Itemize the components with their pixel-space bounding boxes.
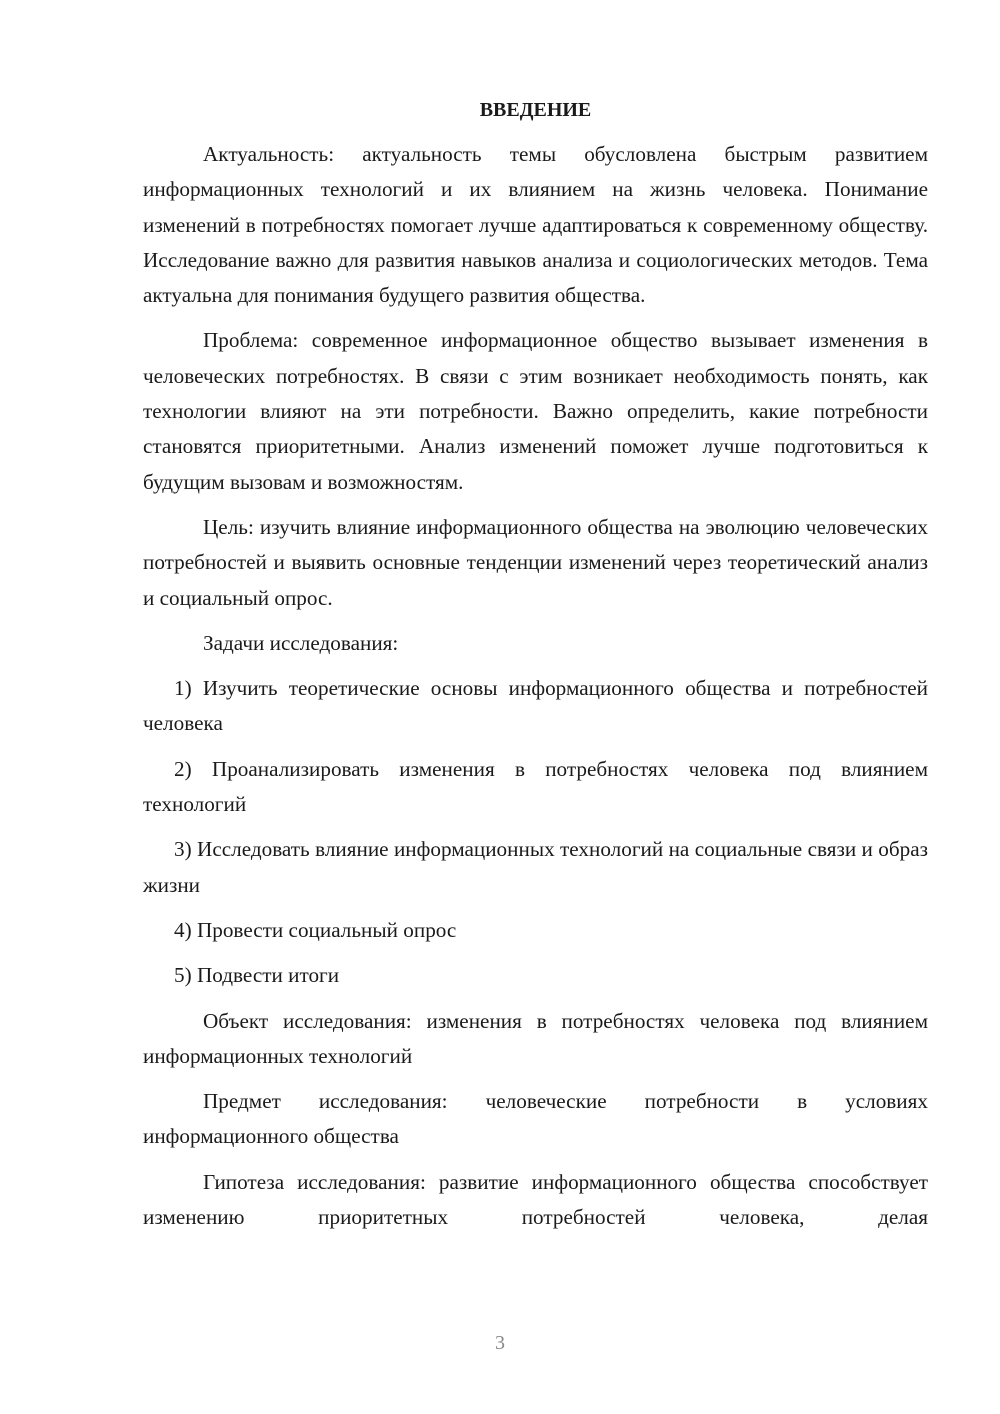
document-page (143, 93, 928, 1245)
tasks-heading: Задачи исследования: (203, 630, 399, 655)
task-item: 2) Проанализировать изменения в потребностях человека под влиянием технологий (143, 756, 928, 817)
problem-paragraph: Проблема: современное информационное общество вызывает изменения в человеческих потребностях. В связи с этим возникает необходимость понять, как технологии влияют на эти потребности. Важно определить, какие потребности становятся приоритетными. Анализ изменений поможет лучше подготовиться к будущим вызовам и возможностям. (143, 328, 928, 494)
page-title: ВВЕДЕНИЕ (479, 99, 592, 121)
task-item: 4) Провести социальный опрос (174, 917, 457, 942)
goal-paragraph: Цель: изучить влияние информационного общества на эволюцию человеческих потребностей и выявить основные тенденции изменений через теоретический анализ и социальный опрос. (143, 514, 928, 610)
subject-paragraph: Предмет исследования: человеческие потребности в условиях информационного общества (143, 1089, 928, 1149)
task-item: 1) Изучить теоретические основы информационного общества и потребностей человека (143, 676, 928, 736)
page-number: 3 (495, 1332, 505, 1354)
task-item: 3) Исследовать влияние информационных технологий на социальные связи и образ жизни (143, 837, 928, 897)
object-paragraph: Объект исследования: изменения в потребностях человека под влиянием информационных технологий (143, 1008, 928, 1068)
task-item: 5) Подвести итоги (174, 963, 340, 988)
relevance-paragraph: Актуальность: актуальность темы обусловлена быстрым развитием информационных технологий и их влиянием на жизнь человека. Понимание изменений в потребностях помогает лучше адаптироваться к современному обществу. Исследование важно для развития навыков анализа и социологических методов. Тема актуальна для понимания будущего развития общества. (143, 142, 928, 308)
hypothesis-paragraph: Гипотеза исследования: развитие информационного общества способствует изменению приоритетных потребностей человека, делая (143, 1169, 928, 1230)
